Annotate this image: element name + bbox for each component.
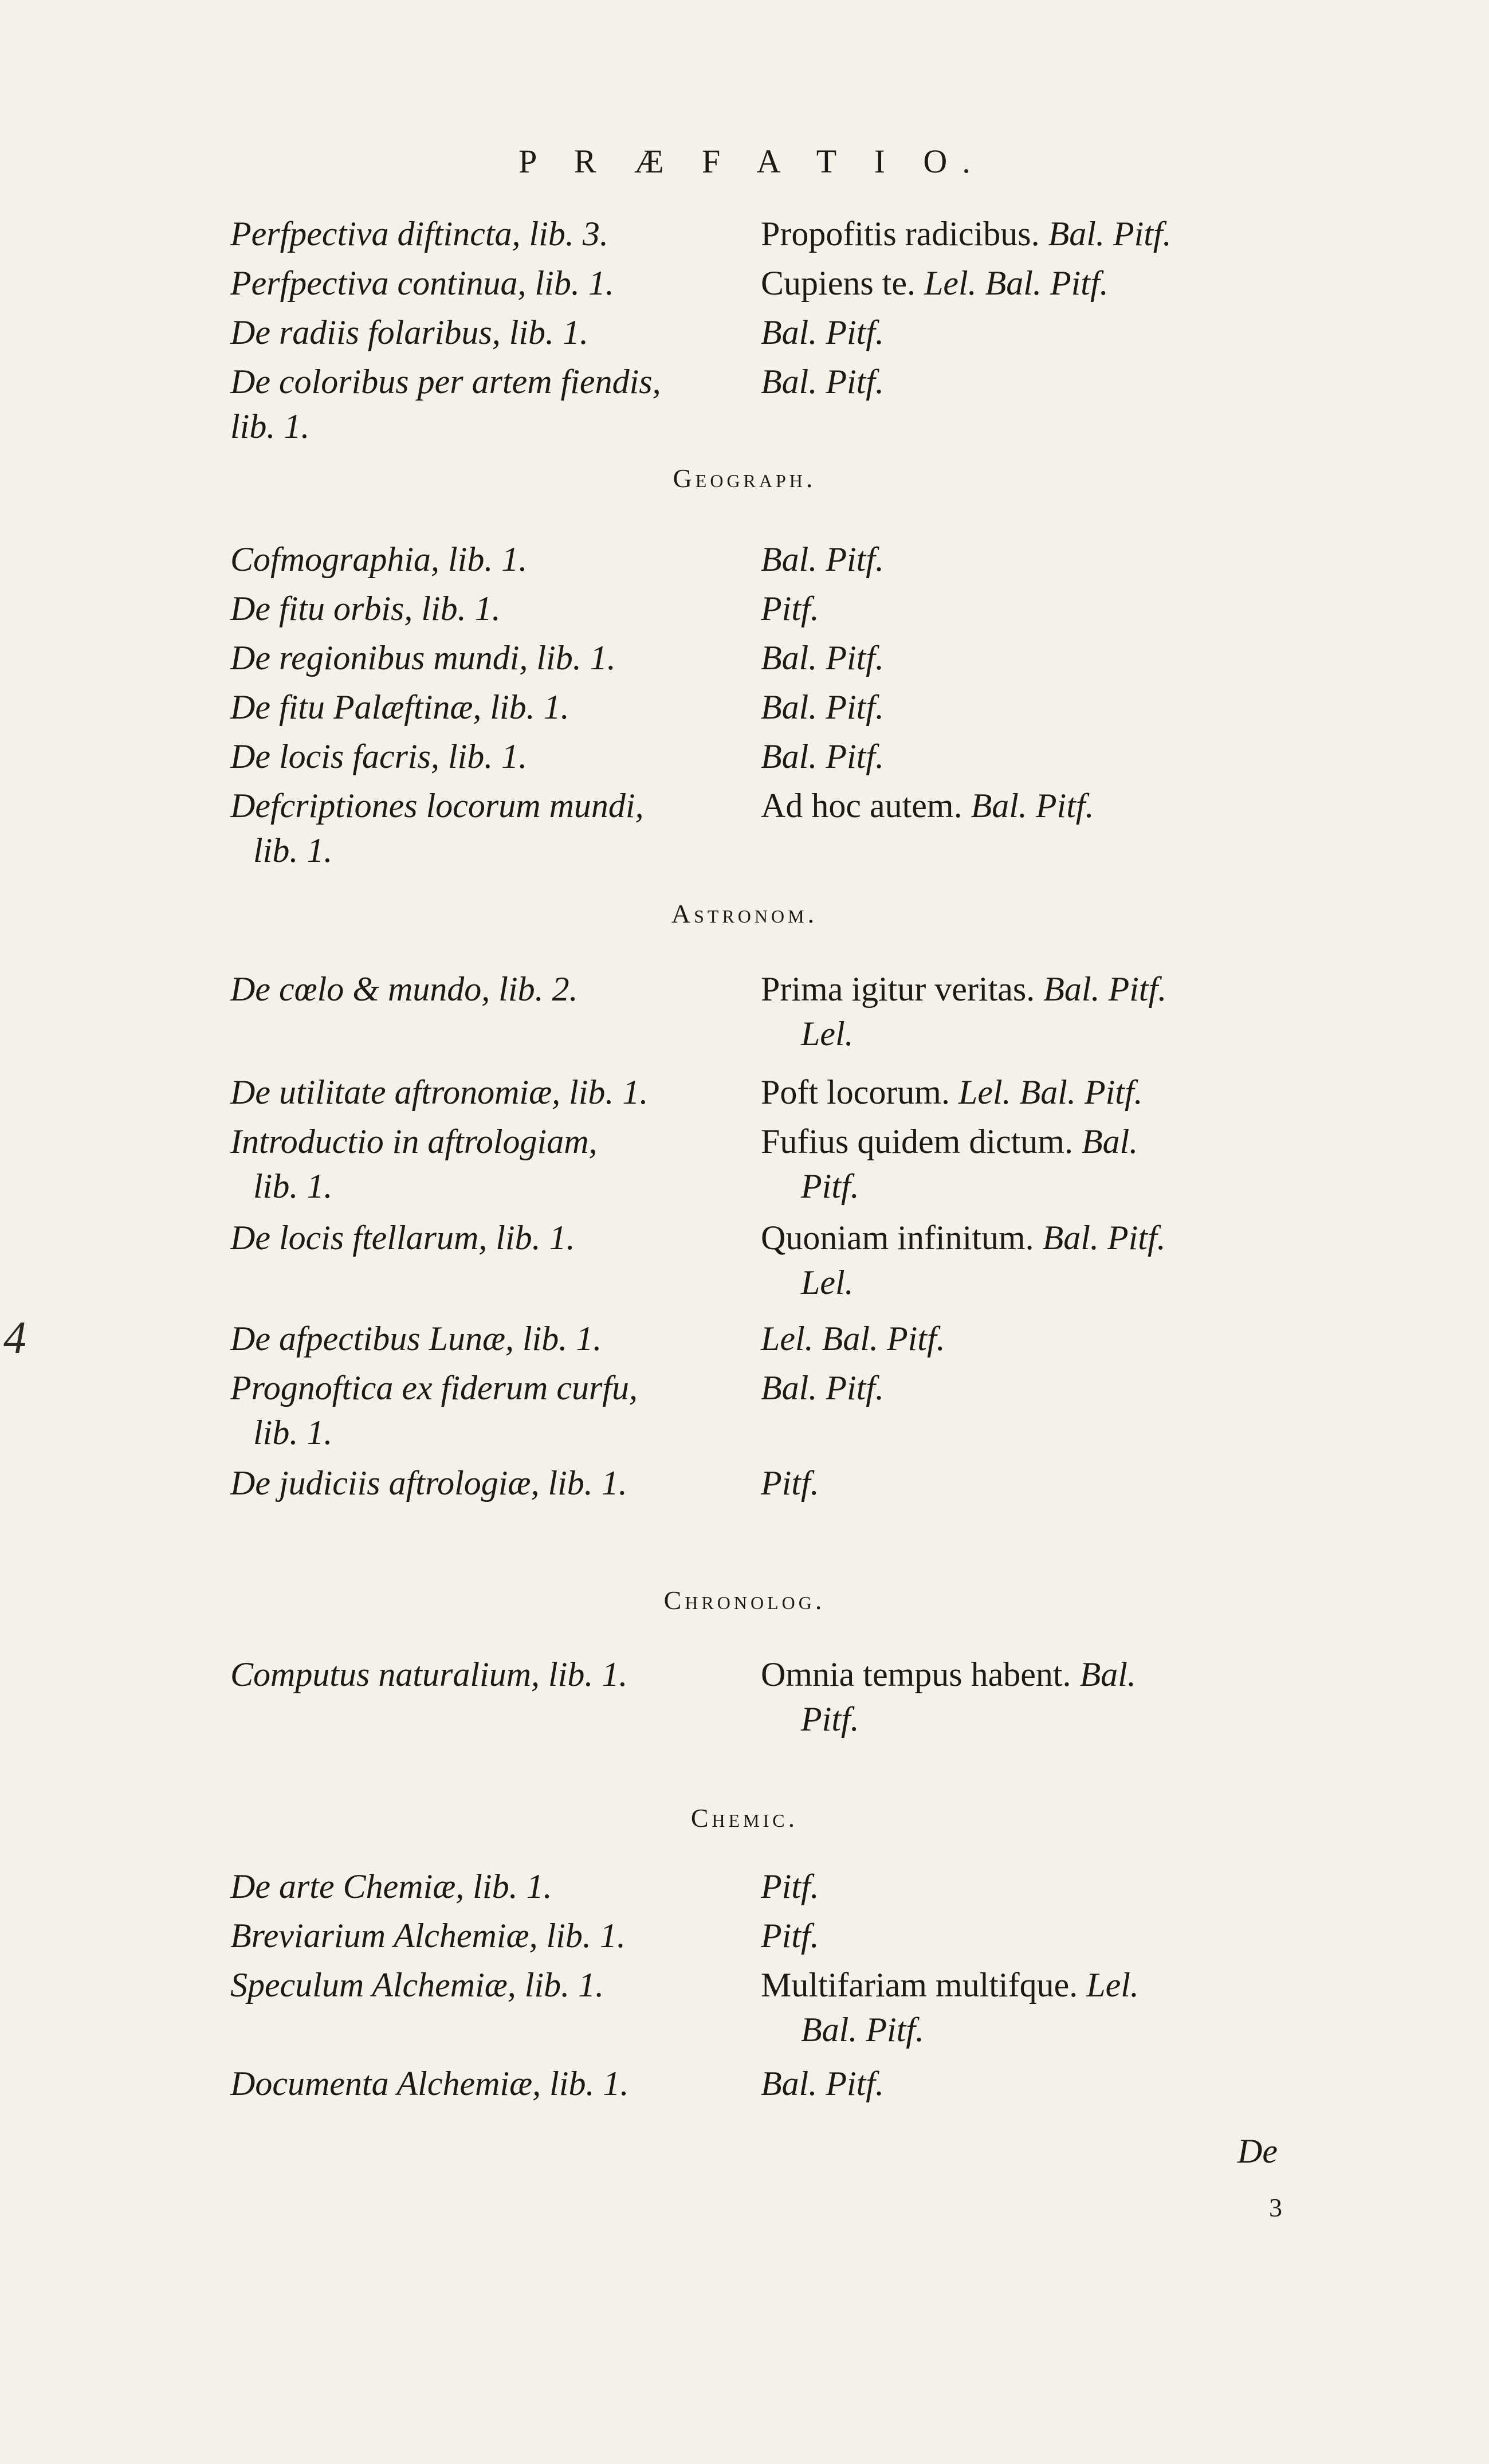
manuscript-refs: Bal. Pitf. <box>1043 970 1167 1008</box>
incipit-text: Ad hoc autem. <box>761 787 962 825</box>
incipit <box>761 539 1311 580</box>
manuscript-refs-continuation: Bal. Pitf. <box>801 2011 924 2049</box>
manuscript-refs: Bal. <box>1081 1123 1138 1160</box>
incipit <box>761 1121 1311 1162</box>
work-title: De cœlo & mundo, lib. 2. <box>230 970 578 1008</box>
manuscript-refs: Bal. Pitf. <box>971 787 1094 825</box>
manuscript-refs-continuation: Pitf. <box>801 1167 859 1205</box>
manuscript-refs: Pitf. <box>761 1917 819 1955</box>
incipit <box>761 968 1311 1010</box>
incipit-text: Poft locorum. <box>761 1073 950 1111</box>
manuscript-refs: Bal. Pitf. <box>1042 1219 1166 1257</box>
incipit <box>761 736 1311 777</box>
section-heading: Geograph. <box>673 464 816 493</box>
work-title: De afpectibus Lunæ, lib. 1. <box>230 1320 602 1357</box>
manuscript-refs: Pitf. <box>761 1867 819 1905</box>
manuscript-refs: Pitf. <box>761 1464 819 1502</box>
incipit <box>761 1915 1311 1956</box>
incipit-text: Multifariam multifque. <box>761 1966 1078 2004</box>
work-title: De fitu orbis, lib. 1. <box>230 590 501 627</box>
work-title-continuation: lib. 1. <box>253 1414 333 1451</box>
incipit <box>761 1367 1311 1408</box>
manuscript-refs: Bal. Pitf. <box>761 313 884 351</box>
work-title: Computus naturalium, lib. 1. <box>230 1655 628 1693</box>
work-title: Defcriptiones locorum mundi, <box>230 787 644 825</box>
incipit <box>761 785 1311 826</box>
work-title: De coloribus per artem fiendis, <box>230 363 661 401</box>
work-title: Introductio in aftrologiam, <box>230 1123 598 1160</box>
work-title: Documenta Alchemiæ, lib. 1. <box>230 2065 629 2102</box>
manuscript-refs: Bal. Pitf. <box>761 2065 884 2102</box>
work-title-continuation: lib. 1. <box>230 407 310 445</box>
work-title: Breviarium Alchemiæ, lib. 1. <box>230 1917 626 1955</box>
incipit <box>761 1964 1311 2006</box>
work-title: De locis ftellarum, lib. 1. <box>230 1219 575 1257</box>
incipit <box>761 588 1311 629</box>
incipit-text: Quoniam infinitum. <box>761 1219 1034 1257</box>
incipit-text: Prima igitur veritas. <box>761 970 1035 1008</box>
work-title-continuation: lib. 1. <box>253 1167 333 1205</box>
incipit-text: Fufius quidem dictum. <box>761 1123 1073 1160</box>
section-heading: Chemic. <box>690 1803 799 1833</box>
work-title: Speculum Alchemiæ, lib. 1. <box>230 1966 604 2004</box>
manuscript-refs: Bal. <box>1079 1655 1136 1693</box>
manuscript-refs: Bal. Pitf. <box>1048 215 1172 253</box>
work-title: De locis facris, lib. 1. <box>230 737 528 775</box>
incipit-text: Cupiens te. <box>761 264 916 302</box>
manuscript-refs-continuation: Pitf. <box>801 1700 859 1738</box>
incipit-text: Propofitis radicibus. <box>761 215 1040 253</box>
work-title: Prognoftica ex fiderum curfu, <box>230 1369 638 1407</box>
signature-mark: 3 <box>1269 2193 1282 2222</box>
incipit <box>761 361 1311 402</box>
work-title: Perfpectiva continua, lib. 1. <box>230 264 614 302</box>
incipit <box>761 1217 1311 1258</box>
incipit-text: Omnia tempus habent. <box>761 1655 1071 1693</box>
manuscript-refs: Bal. Pitf. <box>761 688 884 726</box>
incipit <box>761 213 1311 254</box>
incipit <box>761 686 1311 728</box>
work-title-continuation: lib. 1. <box>253 831 333 869</box>
incipit <box>761 1866 1311 1907</box>
manuscript-refs: Bal. Pitf. <box>761 540 884 578</box>
work-title: Perfpectiva diftincta, lib. 3. <box>230 215 608 253</box>
incipit <box>761 2063 1311 2104</box>
margin-annotation: 4 <box>3 1313 26 1363</box>
work-title: De arte Chemiæ, lib. 1. <box>230 1867 552 1905</box>
manuscript-refs: Bal. Pitf. <box>761 639 884 677</box>
page-header: P R Æ F A T I O. <box>518 143 985 180</box>
incipit <box>761 637 1311 678</box>
incipit <box>761 1072 1311 1113</box>
section-heading: Chronolog. <box>663 1586 826 1615</box>
catchword: De <box>1237 2132 1278 2170</box>
incipit <box>761 1462 1311 1504</box>
section-heading: Astronom. <box>671 899 818 928</box>
work-title: De regionibus mundi, lib. 1. <box>230 639 616 677</box>
work-title: De fitu Palæftinæ, lib. 1. <box>230 688 569 726</box>
manuscript-refs: Bal. Pitf. <box>761 363 884 401</box>
manuscript-refs-continuation: Lel. <box>801 1264 854 1301</box>
manuscript-refs: Lel. <box>1086 1966 1139 2004</box>
incipit <box>761 312 1311 353</box>
manuscript-refs: Lel. Bal. Pitf. <box>958 1073 1143 1111</box>
work-title: De radiis folaribus, lib. 1. <box>230 313 589 351</box>
work-title: De utilitate aftronomiæ, lib. 1. <box>230 1073 649 1111</box>
work-title: De judiciis aftrologiæ, lib. 1. <box>230 1464 627 1502</box>
incipit <box>761 262 1311 304</box>
incipit <box>761 1318 1311 1359</box>
manuscript-refs: Bal. Pitf. <box>761 737 884 775</box>
work-title: Cofmographia, lib. 1. <box>230 540 528 578</box>
manuscript-refs-continuation: Lel. <box>801 1015 854 1053</box>
manuscript-refs: Lel. Bal. Pitf. <box>761 1320 945 1357</box>
manuscript-refs: Lel. Bal. Pitf. <box>924 264 1109 302</box>
manuscript-refs: Bal. Pitf. <box>761 1369 884 1407</box>
incipit <box>761 1654 1311 1695</box>
manuscript-refs: Pitf. <box>761 590 819 627</box>
